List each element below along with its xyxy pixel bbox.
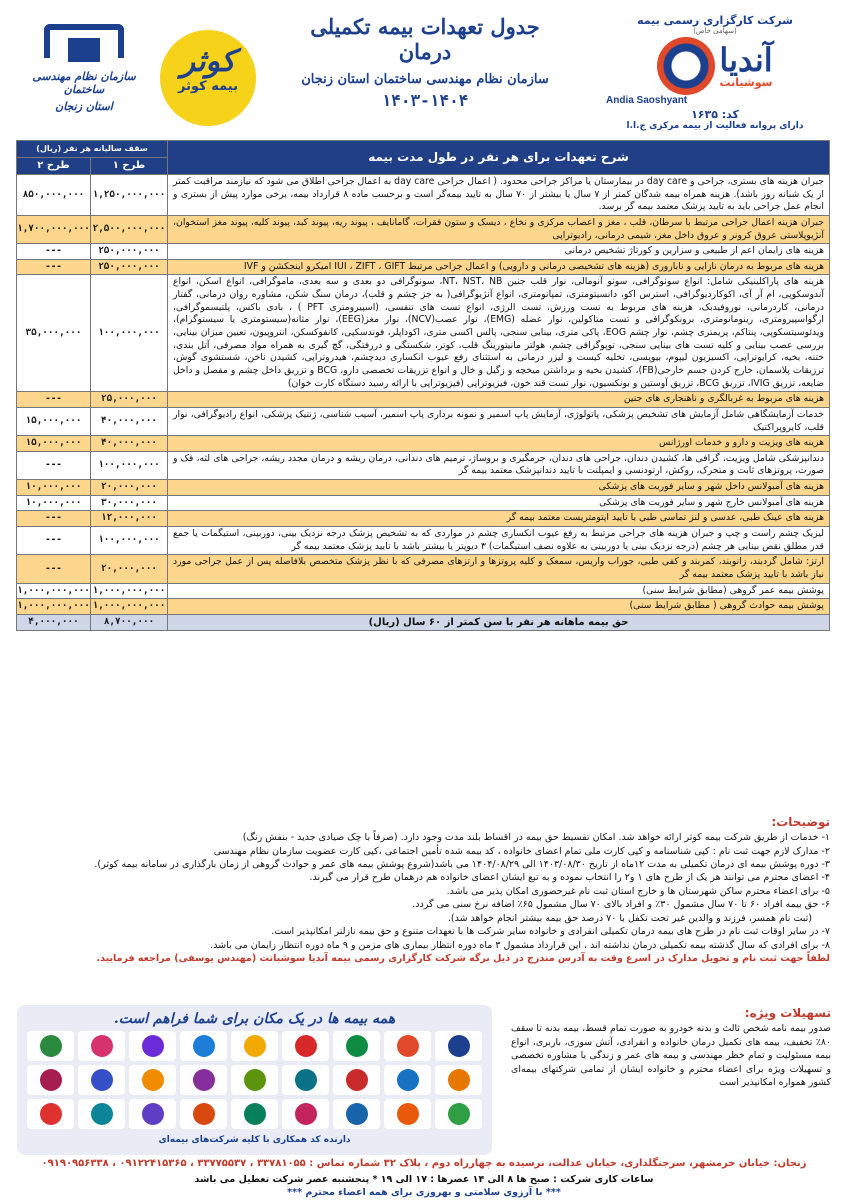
special-offers xyxy=(511,1005,831,1155)
coverage-plan1-cap: ۲۵۰,۰۰۰,۰۰۰ xyxy=(91,244,168,260)
broker-subtitle: (سهامی خاص) xyxy=(693,27,737,35)
contact-address: زنجان: خیابان خرمشهر، سرجنگلداری، خیابان عدالت، نرسیده به چهارراه دوم ، پلاک ۳۲ شماره تماس : ۳۳۷۸۱۰۵۵ ، ۳۳۷۷۵۵۳۷ ، ۰۹۱۲۲۴۱۵۳۶۵ ، ۰۹۱۹۰۹۵۶۳۳۸ xyxy=(41,1158,807,1169)
coverage-plan2-cap: --- xyxy=(16,555,90,583)
coverage-plan2-cap: --- xyxy=(16,259,90,275)
note-item: ۶- حق بیمه افراد ۶۰ تا ۷۰ سال مشمول ۳۰٪ و افراد بالای ۷۰ سال مشمول ۶۵٪ اضافه نرخ سنی می گردد. xyxy=(412,899,830,911)
coverage-plan1-cap: ۳۰,۰۰۰,۰۰۰ xyxy=(91,495,168,511)
coverage-plan1-cap: ۲,۵۰۰,۰۰۰,۰۰۰ xyxy=(91,215,168,243)
coverage-description: جبران هزینه های بستری، جراحی و day care در بیمارستان یا مراکز جراحی محدود. ( اعمال جراحی day care به اعمال جراحی اطلاق می شود که نیازمند مراقبت کمتر از یک شبانه روز باشد). هزینه همراه بیمه شدگان کمتر از ۷ سال یا بیشتر از ۷۰ سال به تایید بیمه‌گر است و برحسب ماده ۸ قرارداد بیمه، برخی موارد پیش از بستری و انجام عمل جراحی باید به تایید پزشک معتمد بیمه گر برسد. xyxy=(168,175,830,216)
coverage-plan1-cap: ۱۰۰,۰۰۰,۰۰۰ xyxy=(91,527,168,555)
note-item: ۷- در سایر اوقات ثبت نام در طرح های بیمه درمان تکمیلی انفرادی و خانواده سایر شرکت ها با تعهدات متنوع و حق بیمه نازلتر امکانپذیر است. xyxy=(271,926,830,938)
coverage-row xyxy=(16,244,829,260)
coverage-row xyxy=(16,436,829,452)
broker-code: کد: ۱۶۳۵ xyxy=(691,108,739,121)
insurer-logo-icon xyxy=(384,1065,431,1095)
coverage-description: هزینه های ویزیت و دارو و خدمات اورژانس xyxy=(168,436,830,452)
year-range: ۱۴۰۳-۱۴۰۴ xyxy=(381,91,469,110)
coverage-table xyxy=(16,140,830,631)
coverage-plan1-cap: ۱۰۰,۰۰۰,۰۰۰ xyxy=(91,275,168,392)
insurer-logo-icon xyxy=(78,1031,125,1061)
insurer-logo-icon xyxy=(180,1099,227,1129)
coverage-row xyxy=(16,599,829,615)
coverage-plan1-cap: ۴۰,۰۰۰,۰۰۰ xyxy=(91,436,168,452)
note-item: (ثبت نام همسر، فرزند و والدین غیر تحت تکفل با ۷۰ درصد حق بیمه بیشتر انجام خواهد شد). xyxy=(447,912,812,924)
coverage-plan1-cap: ۲۵۰,۰۰۰,۰۰۰ xyxy=(91,259,168,275)
coverage-rows xyxy=(16,175,829,615)
coverage-row xyxy=(16,451,829,479)
coverage-row xyxy=(16,275,829,392)
coverage-plan1-cap: ۱۰۰,۰۰۰,۰۰۰ xyxy=(91,451,168,479)
coverage-row xyxy=(16,480,829,496)
broker-logo-row xyxy=(600,37,830,95)
premium-label: حق بیمه ماهانه هر نفر با سن کمتر از ۶۰ سال (ریال) xyxy=(168,614,830,631)
plan1-header: طرح ۱ xyxy=(91,158,168,175)
kowsar-insurance-logo xyxy=(160,30,256,126)
closing-wish: *** با آرزوی سلامتی و بهروزی برای همه اعضاء محترم *** xyxy=(287,1187,561,1198)
partner-logos-box xyxy=(17,1005,492,1155)
insurer-logo-icon xyxy=(78,1099,125,1129)
coverage-row xyxy=(16,555,829,583)
notes-section xyxy=(17,814,830,965)
note-item: ۱- خدمات از طریق شرکت بیمه کوثر ارائه خواهد شد. امکان تقسیط حق بیمه در اقساط بلند مدت وجود دارد. (صرفاً با چک صیادی جدید - بنفش رنگ) xyxy=(242,832,830,844)
description-header: شرح تعهدات برای هر نفر در طول مدت بیمه xyxy=(168,141,830,175)
coverage-plan2-cap: ۱,۰۰۰,۰۰۰,۰۰۰ xyxy=(16,583,90,599)
coverage-plan2-cap: ۱۵,۰۰۰,۰۰۰ xyxy=(16,407,90,435)
coverage-row xyxy=(16,392,829,408)
org-logo-line2: استان زنجان xyxy=(55,100,113,113)
coverage-description: هزینه های زایمان اعم از طبیعی و سزارین و کورتاژ تشخیص درمانی xyxy=(168,244,830,260)
coverage-plan2-cap: --- xyxy=(16,244,90,260)
coverage-description: خدمات آزمایشگاهی شامل آزمایش های تشخیص پزشکی، پاتولوژی، آزمایش پاپ اسمیر و نمونه برداری پاپ اسمیر، آسیب شناسی، ژنتیک پزشکی، انواع رادیوگرافی، نوار قلب، کایروپراکتیک xyxy=(168,407,830,435)
page-title: جدول تعهدات بیمه تکمیلی درمان xyxy=(310,14,540,64)
coverage-plan1-cap: ۲۵,۰۰۰,۰۰۰ xyxy=(91,392,168,408)
note-item: ۲- مدارک لازم جهت ثبت نام : کپی شناسنامه و کپی کارت ملی تمام اعضای خانواده ، کد بیمه شده تأمین اجتماعی ،کپی کارت عضویت سازمان نظام مهندسی xyxy=(213,845,830,857)
plan2-header: طرح ۲ xyxy=(16,158,90,175)
note-item: ۸- برای افرادی که سال گذشته بیمه تکمیلی درمان نداشته اند ، این قرارداد مشمول ۳ ماه دوره انتظار بیماری های مزمن و ۹ ماه دوره انتظار زایمان می باشد. xyxy=(210,939,830,951)
coverage-plan2-cap: ۱۵,۰۰۰,۰۰۰ xyxy=(16,436,90,452)
coverage-plan2-cap: ۳۵,۰۰۰,۰۰۰ xyxy=(16,275,90,392)
premium-plan1: ۸,۷۰۰,۰۰۰ xyxy=(91,614,168,631)
coverage-description: هزینه های آمبولانس خارج شهر و سایر فوریت های پزشکی xyxy=(168,495,830,511)
insurer-logo-icon xyxy=(27,1099,74,1129)
insurer-logo-icon xyxy=(129,1099,176,1129)
insurer-logo-icon xyxy=(435,1031,482,1061)
coverage-row xyxy=(16,583,829,599)
coverage-row xyxy=(16,215,829,243)
org-subtitle: سازمان نظام مهندسی ساختمان استان زنجان xyxy=(301,72,549,87)
insurer-logo-icon xyxy=(384,1099,431,1129)
coverage-description: لیزیک چشم راست و چپ و جبران هزینه های جراحی مرتبط به رفع عیوب انکساری چشم در مواردی که به تشخیص پزشک درجه نزدیک بینی، دوربینی، استیگمات یا جمع قدر مطلق نقص بینایی هر چشم (درجه نزدیک بینی یا دوربینی به علاوه نصف استیگمات) ۳ دیوپتر یا بیشتر باشد با تایید پزشک معتمد بیمه گر xyxy=(168,527,830,555)
insurer-logo-icon xyxy=(282,1099,329,1129)
coverage-plan2-cap: --- xyxy=(16,451,90,479)
coverage-plan2-cap: --- xyxy=(16,511,90,527)
note-item: ۵- برای اعضاء محترم ساکن شهرستان ها و خارج استان ثبت نام غیرحضوری امکان پذیر می باشد. xyxy=(446,885,830,897)
broker-name-sub: سوشیانت xyxy=(719,75,773,89)
premium-row xyxy=(16,614,829,631)
annual-cap-header: سقف سالیانه هر نفر (ریال) xyxy=(16,141,167,158)
coverage-description: هزینه های مربوط به غربالگری و ناهنجاری های جنین xyxy=(168,392,830,408)
insurer-logo-icon xyxy=(129,1065,176,1095)
page-header xyxy=(0,0,848,140)
building-icon xyxy=(34,22,134,64)
special-text: صدور بیمه نامه شخص ثالث و بدنه خودرو به صورت تمام قسط، بیمه بدنه تا سقف ۸۰٪ تخفیف، بیمه های تکمیل درمان خانواده و انفرادی، آتش سوزی، باربری، انواع بیمه مسئولیت و تمام خطر مهندسی و بیمه های عمر و زندگی با مشاوره تخصصی و تسهیلات ویژه برای اعضاء محترم و خانواده ایشان از تمامی شرکتهای بیمه‌ای کشور همواره امکانپذیر است xyxy=(511,1023,831,1089)
coverage-row xyxy=(16,527,829,555)
insurer-logo-icon xyxy=(333,1065,380,1095)
coverage-description: جبران هزینه اعمال جراحی مرتبط با سرطان، قلب ، مغز و اعصاب مرکزی و نخاع ، دیسک و ستون فقرات، گامانایف ، پیوند ریه، پیوند کبد، پیوند کلیه، پیوند مغز استخوان، آنژیوپلاستی عروق کرونر و عروق داخل مغز، شیمی درمانی، رادیوتراپی xyxy=(168,215,830,243)
coverage-plan1-cap: ۱,۰۰۰,۰۰۰,۰۰۰ xyxy=(91,583,168,599)
coverage-description: هزینه های پاراکلینیکی شامل: انواع سونوگرافی، سونو آنومالی، نوار قلب جنین NT، NST، NB، سونوگرافی دو بعدی و سه بعدی، ماموگرافی، انواع اسکن، انواع آندوسکوپی، ام آر آی، اکوکاردیوگرافی، استرس اکو، دانسیتومتری، تمپانومتری، انواع آنژیوگرافی( به جز چشم و قلب)، درمان سنگ شکن، مشاوره روان درمانی، گفتار درمانی، کاردرمانی، نوروفیدبک، هزینه های مربوط به تست ورزش، تست الرژی، انواع تست های تنفسی، (اسپیرومتری PFT ) ، بادی باکس، پلتیسموگرافی، ارگواسپیرومتری، رینومانومتری، برونکوگرافی و تست متاکولین، نوار عضله (EMG)، نوار عصب(NCV)، نوار مغز(EEG)، نوار مثانه(سیستومتری یا سیستوگرام)، ویدئوسیتسکوپی، پنتاکم، پریمتری چشم، نوار چشم EOG، پاکی متری، بینایی سنجی، پالس اکسی متری، اکوداپلر، فوندسکپی، کانفوکسکن، انتروپیون، تعیین میزان بینایی، بررسی عصب بینایی و کلیه تست های بینایی سنجی، توپوگرافی چشم، هولتر مانیتورینگ قلب، کوتر، شکستگی و دررفتگی، گچ گیری به همراه مواد مصرفی، آتل بندی، ختنه، بخیه، کرایوتراپی، اکسیزیون لیپوم، بیوپسی، تخلیه کیست و لیزر درمانی به استثنای رفع عیوب انکساری دیدچشم، هیدروتراپی، کشیدن ناخن، شستشوی گوش، ترزیقات پلاسمان، خارج کردن جسم خارجی(FB)، کشیدن بخیه و برداشتن میخچه و زگیل و خال و انواع تزریقات تخصصی دارو، BCG و تزریق داخل چشم و مفصل و داخل ضایعه، تزریق IVIG، تزریق BCG، تزریق آوستین و بونکسیون، نوار تست قند خون، فیزیوتراپی (فیزیوتراپی با ارائه رسید دستگاه کارت خوان) xyxy=(168,275,830,392)
coverage-plan1-cap: ۲۰,۰۰۰,۰۰۰ xyxy=(91,480,168,496)
partner-footer: دارنده کد همکاری با کلیه شرکت‌های بیمه‌ای xyxy=(158,1135,351,1145)
broker-license: دارای پروانه فعالیت از بیمه مرکزی ج.ا.ا xyxy=(626,121,804,131)
insurer-logo-icon xyxy=(333,1099,380,1129)
broker-logo-block xyxy=(600,14,830,136)
coverage-plan2-cap: ۱۰,۰۰۰,۰۰۰ xyxy=(16,495,90,511)
coverage-row xyxy=(16,511,829,527)
insurer-logo-icon xyxy=(27,1065,74,1095)
insurer-logo-icon xyxy=(231,1065,278,1095)
insurer-logo-icon xyxy=(27,1031,74,1061)
insurer-logo-icon xyxy=(78,1065,125,1095)
note-item: ۴- اعضای محترم می توانند هر یک از طرح های ۱ و۲ را انتخاب نموده و به تبع ایشان اعضای خانواده هم درهمان طرح قرار می گیرند. xyxy=(309,872,830,884)
coverage-plan1-cap: ۱۲,۰۰۰,۰۰۰ xyxy=(91,511,168,527)
broker-name-en: Andia Saoshyant xyxy=(606,95,688,106)
insurer-logo-icon xyxy=(435,1065,482,1095)
coverage-row xyxy=(16,495,829,511)
insurer-logo-icon xyxy=(180,1065,227,1095)
kowsar-label: بیمه کوثر xyxy=(178,79,238,94)
broker-emblem-icon xyxy=(657,37,715,95)
coverage-plan2-cap: --- xyxy=(16,527,90,555)
premium-plan2: ۴,۰۰۰,۰۰۰ xyxy=(16,614,90,631)
coverage-description: هزینه های عینک طبی، عدسی و لنز تماسی طبی با تایید اپتومتریست معتمد بیمه گر xyxy=(168,511,830,527)
note-item-register: لطفاً جهت ثبت نام و تحویل مدارک در اسرع وقت به آدرس مندرج در ذیل برگه شرکت کارگزاری رسمی بیمه آندیا سوشیانت (مهندس یوسفی) مراجعه فرمایید. xyxy=(96,953,830,965)
coverage-plan2-cap: --- xyxy=(16,392,90,408)
insurer-logo-icon xyxy=(180,1031,227,1061)
special-title: تسهیلات ویژه: xyxy=(744,1006,831,1020)
insurer-logo-icon xyxy=(231,1031,278,1061)
insurer-logo-icon xyxy=(282,1031,329,1061)
insurer-logo-icon xyxy=(129,1031,176,1061)
insurer-logos-grid xyxy=(17,1027,492,1133)
insurer-logo-icon xyxy=(231,1099,278,1129)
coverage-plan1-cap: ۲۰,۰۰۰,۰۰۰ xyxy=(91,555,168,583)
coverage-row xyxy=(16,175,829,216)
engineering-org-logo xyxy=(28,22,140,113)
title-block xyxy=(300,14,550,110)
broker-name: آندیا xyxy=(719,40,773,79)
coverage-row xyxy=(16,259,829,275)
coverage-row xyxy=(16,407,829,435)
insurer-logo-icon xyxy=(282,1065,329,1095)
kowsar-mark: کوثر xyxy=(180,44,236,79)
note-item: ۳- دوره پوشش بیمه ای درمان تکمیلی به مدت ۱۲ماه از تاریخ ۱۴۰۳/۰۸/۳۰ الی ۱۴۰۴/۰۸/۲۹ می باشد(شروع پوشش بیمه های عمر و حوادث گروهی از زمان بارگذاری در سامانه بیمه کوثر). xyxy=(94,859,830,870)
insurer-logo-icon xyxy=(333,1031,380,1061)
coverage-plan2-cap: ۱,۷۰۰,۰۰۰,۰۰۰ xyxy=(16,215,90,243)
working-hours: ساعات کاری شرکت : صبح ها ۸ الی ۱۴ عصرها : ۱۷ الی ۱۹ * پنجشنبه عصر شرکت تعطیل می باشد xyxy=(194,1174,654,1185)
partner-slogan: همه بیمه ها در یک مکان برای شما فراهم است. xyxy=(113,1011,396,1027)
coverage-description: دندانپزشکی شامل ویزیت، گرافی ها، کشیدن دندان، جراحی های دندان، جرمگیری و بروساژ، ترمیم های دندانی، درمان ریشه و درمان مجدد ریشه، جراحی های لثه، فک و صورت، پروتزهای ثابت و متحرک، روکش، ارتودنسی و ایمپلنت با تایید دندانپزشک معتمد بیمه گر xyxy=(168,451,830,479)
broker-name-block xyxy=(719,40,773,89)
insurer-logo-icon xyxy=(384,1031,431,1061)
coverage-description: ارتز: شامل گردبند، زانوبند، کمربند و کفی طبی، جوراب واریس، سمعک و کلیه پروتزها و ارتزهای مصرفی که با نظر پزشک متخصص بلافاصله پس از عمل جراحی مورد نیاز باشد با تایید پزشک معتمد بیمه گر xyxy=(168,555,830,583)
coverage-table-wrap xyxy=(17,140,830,810)
org-logo-line1: سازمان نظام مهندسی ساختمان xyxy=(32,70,136,96)
coverage-description: هزینه های آمبولانس داخل شهر و سایر فوریت های پزشکی xyxy=(168,480,830,496)
coverage-description: پوشش بیمه عمر گروهی (مطابق شرایط سنی) xyxy=(168,583,830,599)
coverage-plan1-cap: ۱,۰۰۰,۰۰۰,۰۰۰ xyxy=(91,599,168,615)
broker-title: شرکت کارگزاری رسمی بیمه xyxy=(637,14,793,27)
coverage-plan2-cap: ۱,۰۰۰,۰۰۰,۰۰۰ xyxy=(16,599,90,615)
coverage-description: هزینه های مربوط به درمان نازایی و ناباروری (هزینه های تشخیصی درمانی و دارویی) و اعمال جراحی مرتبط IUI ، ZIFT ، GIFT امیکرو اینجکشن و IVF xyxy=(168,259,830,275)
coverage-plan1-cap: ۴۰,۰۰۰,۰۰۰ xyxy=(91,407,168,435)
coverage-plan2-cap: ۸۵۰,۰۰۰,۰۰۰ xyxy=(16,175,90,216)
coverage-plan2-cap: ۱۰,۰۰۰,۰۰۰ xyxy=(16,480,90,496)
insurer-logo-icon xyxy=(435,1099,482,1129)
coverage-description: پوشش بیمه حوادث گروهی ( مطابق شرایط سنی) xyxy=(168,599,830,615)
coverage-plan1-cap: ۱,۲۵۰,۰۰۰,۰۰۰ xyxy=(91,175,168,216)
notes-title: توضیحات: xyxy=(771,815,830,829)
